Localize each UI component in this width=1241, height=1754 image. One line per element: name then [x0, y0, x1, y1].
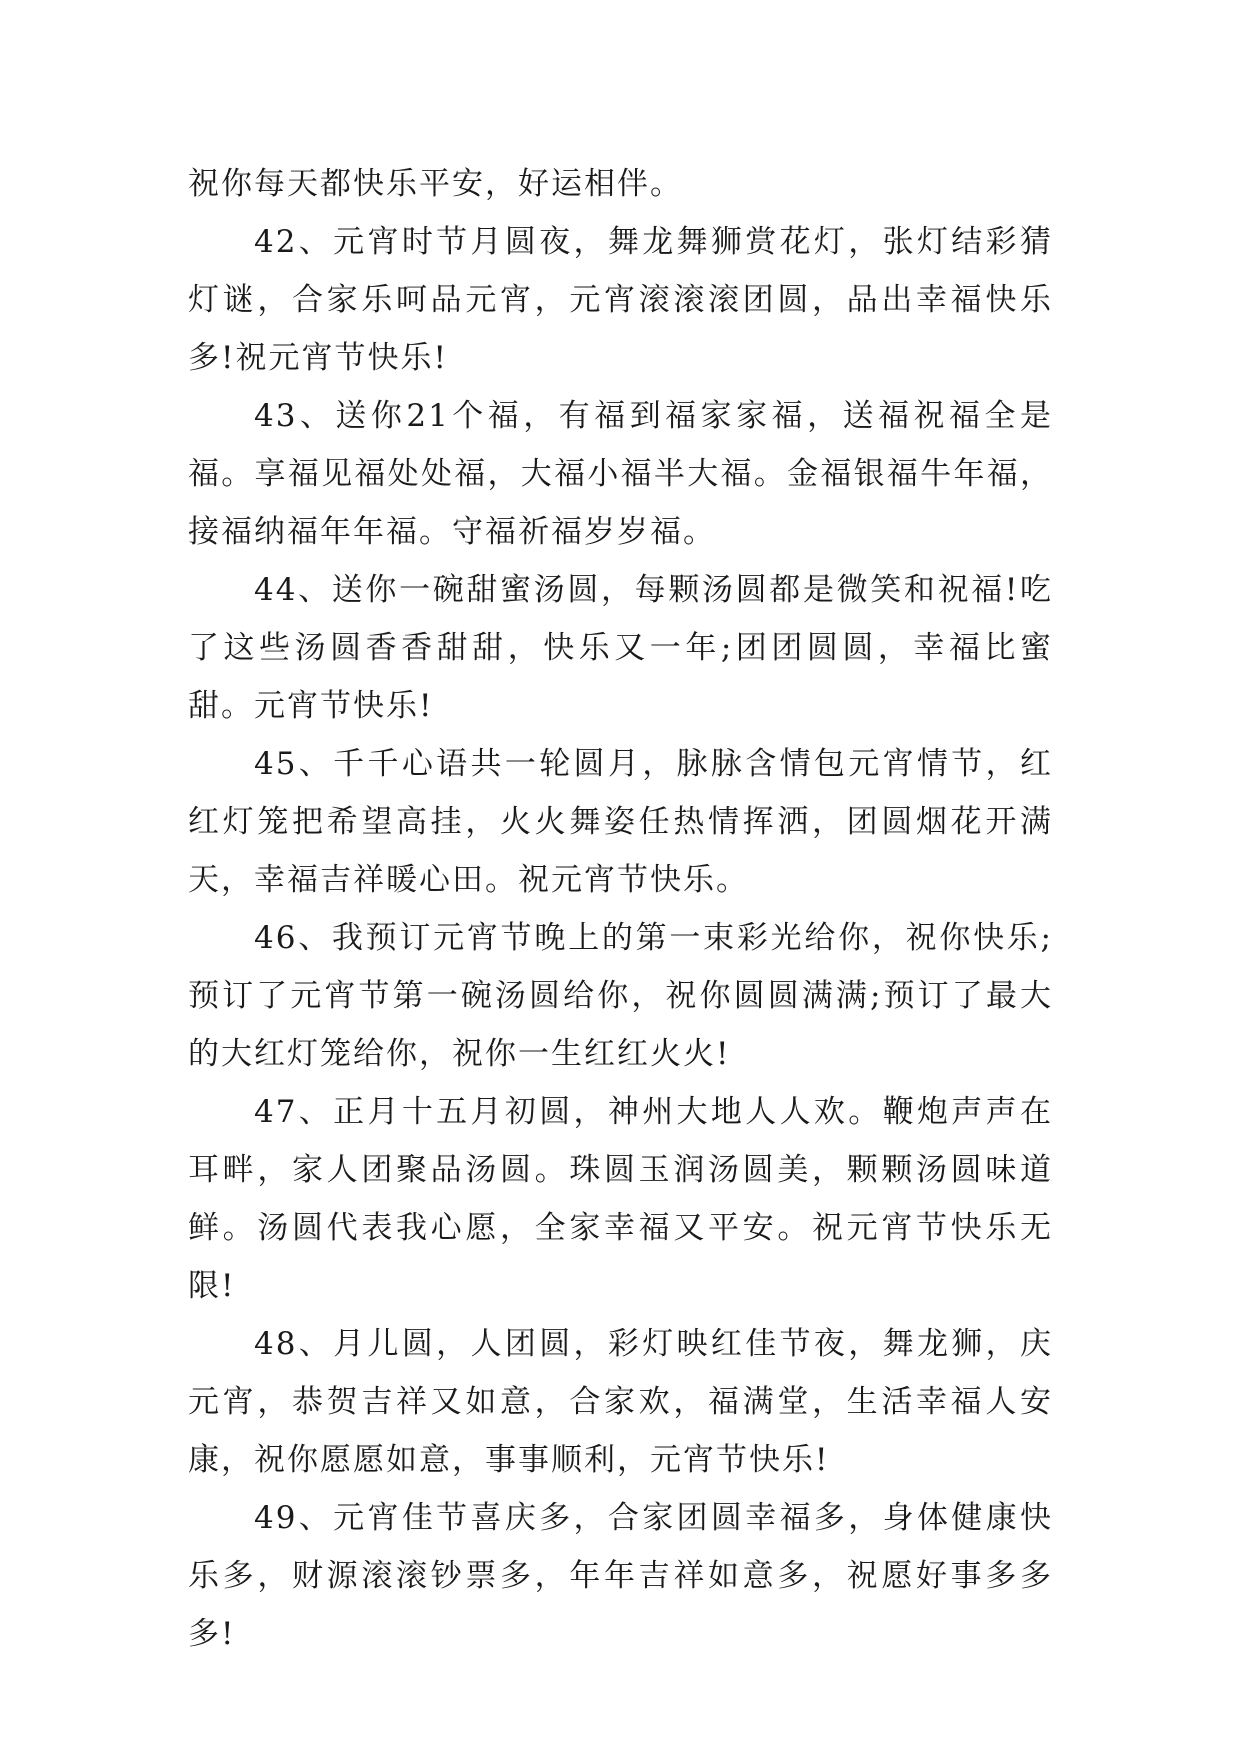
document-body [188, 155, 1053, 1663]
paragraph-continuation: 祝你每天都快乐平安，好运相伴。 [188, 166, 683, 202]
paragraph-46: 46、我预订元宵节晚上的第一束彩光给你，祝你快乐;预订了元宵节第一碗汤圆给你，祝你圆圆满满;预订了最大的大红灯笼给你，祝你一生红红火火! [188, 920, 1053, 1072]
paragraph-45: 45、千千心语共一轮圆月，脉脉含情包元宵情节，红红灯笼把希望高挂，火火舞姿任热情挥洒，团圆烟花开满天，幸福吉祥暖心田。祝元宵节快乐。 [188, 746, 1053, 898]
paragraph-44: 44、送你一碗甜蜜汤圆，每颗汤圆都是微笑和祝福!吃了这些汤圆香香甜甜，快乐又一年;团团圆圆，幸福比蜜甜。元宵节快乐! [188, 572, 1053, 724]
paragraph-43: 43、送你21个福，有福到福家家福，送福祝福全是福。享福见福处处福，大福小福半大福。金福银福牛年福，接福纳福年年福。守福祈福岁岁福。 [188, 398, 1053, 550]
paragraph-48: 48、月儿圆，人团圆，彩灯映红佳节夜，舞龙狮，庆元宵，恭贺吉祥又如意，合家欢，福满堂，生活幸福人安康，祝你愿愿如意，事事顺利，元宵节快乐! [188, 1326, 1053, 1478]
paragraph-42: 42、元宵时节月圆夜，舞龙舞狮赏花灯，张灯结彩猜灯谜，合家乐呵品元宵，元宵滚滚滚团圆，品出幸福快乐多!祝元宵节快乐! [188, 224, 1053, 376]
paragraph-49: 49、元宵佳节喜庆多，合家团圆幸福多，身体健康快乐多，财源滚滚钞票多，年年吉祥如意多，祝愿好事多多多! [188, 1500, 1053, 1652]
paragraph-47: 47、正月十五月初圆，神州大地人人欢。鞭炮声声在耳畔，家人团聚品汤圆。珠圆玉润汤圆美，颗颗汤圆味道鲜。汤圆代表我心愿，全家幸福又平安。祝元宵节快乐无限! [188, 1094, 1053, 1304]
